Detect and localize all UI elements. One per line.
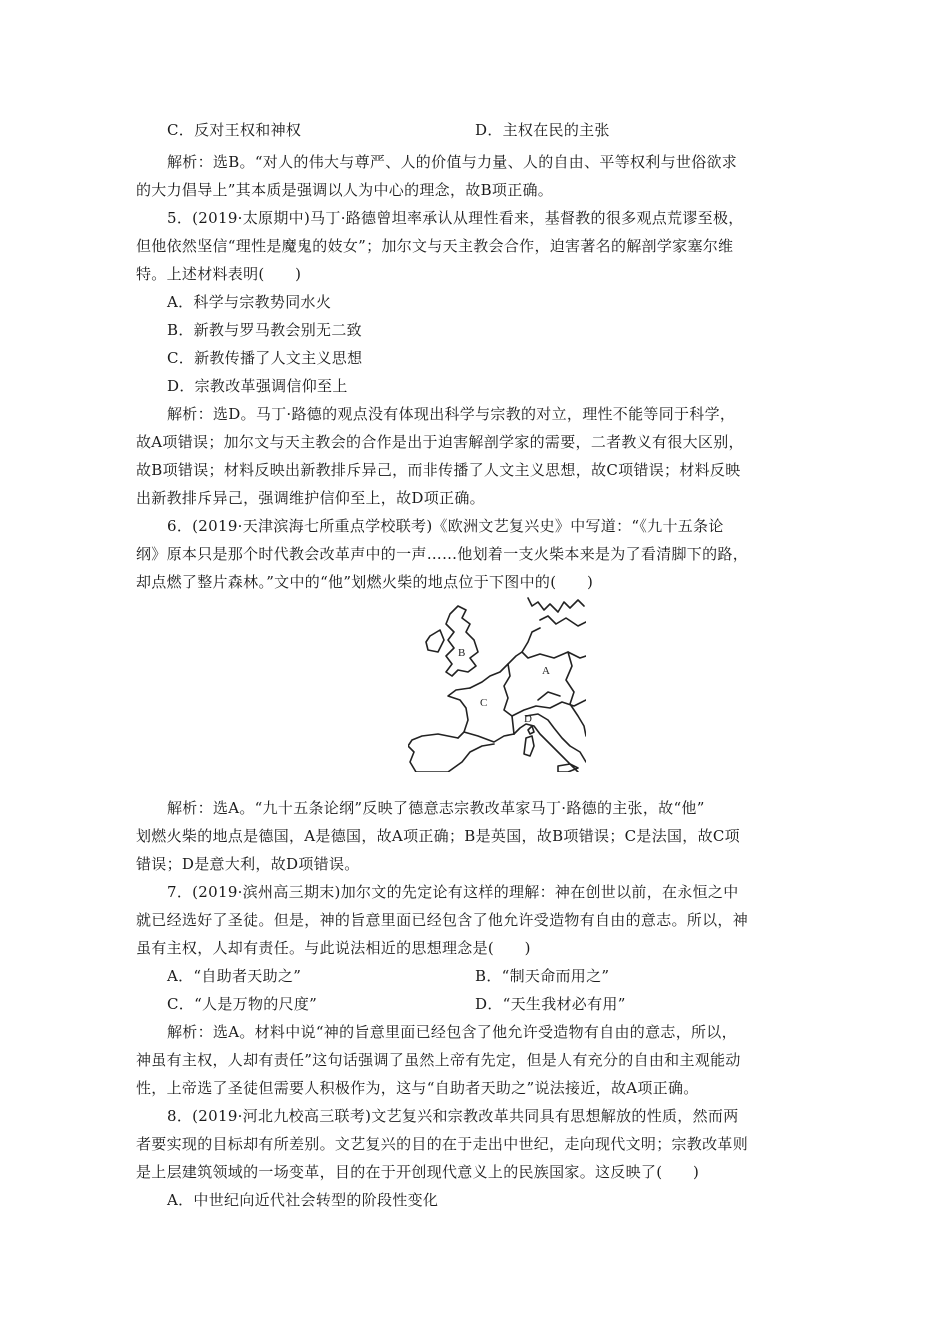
britain-outline [446,606,478,676]
scandinavia-coast [528,598,584,612]
q8-stem-line-1: 8．(2019·河北九校高三联考)文艺复兴和宗教改革共同具有思想解放的性质，然而两 [167,1107,739,1125]
q8-stem-line-3: 是上层建筑领域的一场变革，目的在于开创现代意义上的民族国家。这反映了( ) [136,1163,700,1181]
france-south [464,732,514,742]
q6-answer-line-1: 解析：选A。“九十五条论纲”反映了德意志宗教改革家马丁·路德的主张，故“他” [167,799,705,817]
q4-option-d: D．主权在民的主张 [475,121,610,139]
balkan-coast [570,704,586,736]
q4-answer-line-2: 的大力倡导上”其本质是强调以人为中心的理念，故B项正确。 [136,181,554,199]
italy-east-coast [526,714,586,762]
q4-answer-line-1: 解析：选B。“对人的伟大与尊严、人的价值与力量、人的自由、平等权利与世俗欲求 [167,153,738,171]
sardinia-outline [524,736,534,756]
q7-answer-line-2: 神虽有主权，人却有责任”这句话强调了虽然上帝有先定，但是人有充分的自由和主观能动 [136,1051,741,1069]
germany-east-border [566,652,574,704]
q5-answer-line-1: 解析：选D。马丁·路德的观点没有体现出科学与宗教的对立，理性不能等同于科学， [167,405,736,423]
q5-option-a: A．科学与宗教势同水火 [167,293,332,311]
q8-stem-line-2: 者要实现的目标却有所差别。文艺复兴的目的在于走出中世纪，走向现代文明；宗教改革则 [136,1135,749,1153]
iberia-coast [408,734,458,772]
q5-answer-line-3: 故B项错误；材料反映出新教排斥异己，而非传播了人文主义思想，故C项错误；材料反映 [136,461,741,479]
ireland-outline [426,630,444,652]
q5-option-d: D．宗教改革强调信仰至上 [167,377,348,395]
q7-stem-line-2: 就已经选好了圣徒。但是，神的旨意里面已经包含了他允许受造物有自由的意志。所以，神 [136,911,749,929]
q7-answer-line-1: 解析：选A。材料中说“神的旨意里面已经包含了他允许受造物有自由的意志，所以， [167,1023,737,1041]
map-label-c: C [480,697,488,709]
q4-option-c: C．反对王权和神权 [167,121,302,139]
atlantic-coast [448,688,470,738]
france-east-border [504,664,514,734]
q7-stem-line-3: 虽有主权，人却有责任。与此说法相近的思想理念是( ) [136,939,531,957]
q5-stem-line-2: 但他依然坚信“理性是魔鬼的妓女”；加尔文与天主教会合作，迫害著名的解剖学家塞尔维 [136,237,734,255]
q6-answer-line-2: 划燃火柴的地点是德国，A是德国，故A项正确；B是英国，故B项错误；C是法国，故C项 [136,827,740,845]
map-label-d: D [524,713,532,725]
q7-option-d: D．“天生我材必有用” [475,995,626,1013]
corsica-outline [528,726,534,734]
q7-option-c: C．“人是万物的尺度” [167,995,318,1013]
q7-stem-line-1: 7．(2019·滨州高三期末)加尔文的先定论有这样的理解：神在创世以前，在永恒之中 [167,883,739,901]
map-label-b: B [458,647,466,659]
q5-answer-line-2: 故A项错误；加尔文与天主教会的合作是出于迫害解剖学家的需要，二者教义有很大区别， [136,433,744,451]
q7-option-a: A．“自助者天助之” [167,967,302,985]
germany-north-border [522,652,586,658]
q7-answer-line-3: 性，上帝选了圣徒但需要人积极作为，这与“自助者天助之”说法接近，故A项正确。 [136,1079,699,1097]
inner-border [538,692,560,700]
q7-option-b: B．“制天命而用之” [475,967,610,985]
q5-stem-line-3: 特。上述材料表明( ) [136,265,302,283]
q6-stem-line-3: 却点燃了整片森林。”文中的“他”划燃火柴的地点位于下图中的( ) [136,573,594,591]
q5-option-b: B．新教与罗马教会别无二致 [167,321,362,339]
q6-stem-line-2: 纲》原本只是那个时代教会改革声中的一声……他划着一支火柴本来是为了看清脚下的路， [136,545,749,563]
europe-map [408,596,586,772]
q5-option-c: C．新教传播了人文主义思想 [167,349,363,367]
q5-stem-line-1: 5．(2019·太原期中)马丁·路德曾坦率承认从理性看来，基督教的很多观点荒谬至极， [167,209,744,227]
q6-answer-line-3: 错误；D是意大利，故D项错误。 [136,855,360,873]
q6-stem-line-1: 6．(2019·天津滨海七所重点学校联考)《欧洲文艺复兴史》中写道：“《九十五条论 [167,517,724,535]
baltic-coast [540,616,586,626]
q5-answer-line-4: 出新教排斥异己，强调维护信仰至上，故D项正确。 [136,489,485,507]
q8-option-a: A．中世纪向近代社会转型的阶段性变化 [167,1191,439,1209]
map-label-a: A [542,665,550,677]
iberia-south-coast [416,744,494,772]
